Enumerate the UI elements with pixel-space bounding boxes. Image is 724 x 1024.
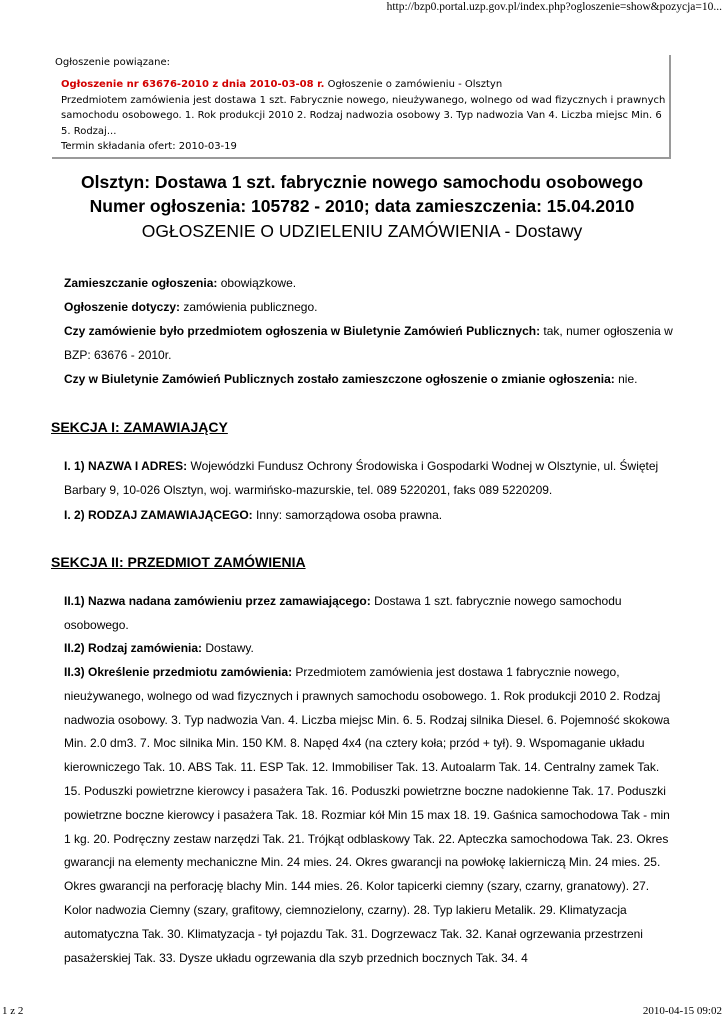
field-value: zamówienia publicznego. (180, 300, 318, 314)
field-label: Ogłoszenie dotyczy: (64, 300, 181, 314)
notice-title: Olsztyn: Dostawa 1 szt. fabrycznie nowego samochodu osobowego (80, 172, 644, 192)
field-label: II.3) Określenie przedmiotu zamówienia: (64, 665, 293, 679)
field-value: Inny: samorządowa osoba prawna. (252, 508, 443, 522)
field-value: Dostawa 1 szt. fabrycznie nowego samochodu osobowego. (64, 594, 622, 632)
field-contracting-type (64, 504, 674, 528)
field-bzp-announcement (64, 320, 674, 368)
field-notice-change (64, 368, 674, 392)
field-label: Zamieszczanie ogłoszenia: (64, 276, 218, 290)
field-order-kind (64, 637, 674, 661)
notice-type: OGŁOSZENIE O UDZIELENIU ZAMÓWIENIA - Dostawy (141, 221, 583, 241)
related-notice-summary: Ogłoszenie o zamówieniu - Olsztyn (324, 79, 503, 91)
field-value: Wojewódzki Fundusz Ochrony Środowiska i Gospodarki Wodnej w Olsztynie, ul. Świętej Barbary 9, 10-026 Olsztyn, woj. warmińsko-mazurskie, tel. 089 5220201, faks 089 5220209. (64, 459, 659, 497)
section-2-title: SEKCJA II: PRZEDMIOT ZAMÓWIENIA (51, 554, 306, 570)
field-value: obowiązkowe. (217, 276, 297, 290)
field-label: II.2) Rodzaj zamówienia: (64, 641, 203, 655)
section-1-title: SEKCJA I: ZAMAWIAJĄCY (51, 419, 228, 435)
field-publication (64, 272, 674, 296)
print-footer-datetime: 2010-04-15 09:02 (642, 1005, 722, 1017)
field-value: Dostawy. (202, 641, 254, 655)
field-value: nie. (614, 372, 638, 386)
field-label: I. 2) RODZAJ ZAMAWIAJĄCEGO: (64, 508, 253, 522)
field-label: II.1) Nazwa nadana zamówieniu przez zamawiającego: (64, 594, 371, 608)
print-footer-page: 1 z 2 (2, 1005, 24, 1017)
related-notice-description: Przedmiotem zamówienia jest dostawa 1 szt. Fabrycznie nowego, nieużywanego, wolnego od wad fizycznych i prawnych samochodu osobowego. 1. Rok produkcji 2010 2. Rodzaj nadwozia osobowy 3. Typ nadwozia Van 4. Liczba miejsc Min. 6 5. Rodzaj... (61, 94, 666, 137)
field-value: Przedmiotem zamówienia jest dostawa 1 fabrycznie nowego, nieużywanego, wolnego od wad fizycznych i prawnych samochodu osobowego. 1. Rok produkcji 2010 2. Rodzaj nadwozia osobowy. 3. Typ nadwozia Van. 4. Liczba miejsc Min. 6. 5. Rodzaj silnika Diesel. 6. Pojemność skokowa Min. 2.0 dm3. 7. Moc silnika Min. 150 KM. 8. Napęd 4x4 (na cztery koła; przód + tył). 9. Wspomaganie układu kierowniczego Tak. 10. ABS Tak. 11. ESP Tak. 12. Immobiliser Tak. 13. Autoalarm Tak. 14. Centralny zamek Tak. 15. Poduszki powietrzne kierowcy i pasażera Tak. 16. Poduszki powietrzne boczne nadokienne Tak. 17. Poduszki powietrzne boczne kierowcy i pasażera Tak. 18. Rozmiar kół Min 15 max 18. 19. Gaśnica samochodowa Tak - min 1 kg. 20. Podręczny zestaw narzędzi Tak. 21. Trójkąt odblaskowy Tak. 22. Apteczka samochodowa Tak. 23. Okres gwarancji na elementy mechaniczne Min. 24 mies. 24. Okres gwarancji na powłokę lakierniczą Min. 24 mies. 25. Okres gwarancji na perforację blachy Min. 144 mies. 26. Kolor tapicerki ciemny (szary, czarny, granatowy). 27. Kolor nadwozia Ciemny (szary, grafitowy, ciemnozielony, czarny). 28. Typ lakieru Metalik. 29. Klimatyzacja automatyczna Tak. 30. Klimatyzacja - tył pojazdu Tak. 31. Dogrzewacz Tak. 32. Kanał ogrzewania przestrzeni pasażerskiej Tak. 33. Dysze układu ogrzewania dla szyb przednich bocznych Tak. 34. 4 (64, 665, 670, 965)
field-order-description (64, 661, 674, 970)
related-notice-deadline: Termin składania ofert: 2010-03-19 (61, 141, 237, 153)
field-order-name (64, 590, 674, 638)
notice-number: Numer ogłoszenia: 105782 - 2010; data zamieszczenia: 15.04.2010 (89, 196, 635, 216)
related-notice-heading: Ogłoszenie powiązane: (55, 57, 171, 68)
field-label: Czy zamówienie było przedmiotem ogłoszenia w Biuletynie Zamówień Publicznych: (64, 324, 541, 338)
related-notice-box (52, 55, 671, 159)
notice-title-block (40, 170, 684, 244)
field-label: Czy w Biuletynie Zamówień Publicznych zostało zamieszczone ogłoszenie o zmianie ogłoszenia: (64, 372, 615, 386)
field-label: I. 1) NAZWA I ADRES: (64, 459, 188, 473)
field-notice-concerns (64, 296, 674, 320)
related-notice-link[interactable]: Ogłoszenie nr 63676-2010 z dnia 2010-03-08 r. (61, 79, 325, 91)
related-notice-body (52, 77, 669, 154)
field-value: tak, numer ogłoszenia w BZP: 63676 - 2010r. (64, 324, 673, 362)
print-header-url: http://bzp0.portal.uzp.gov.pl/index.php?ogloszenie=show&pozycja=10... (386, 1, 722, 13)
field-name-address (64, 455, 674, 503)
